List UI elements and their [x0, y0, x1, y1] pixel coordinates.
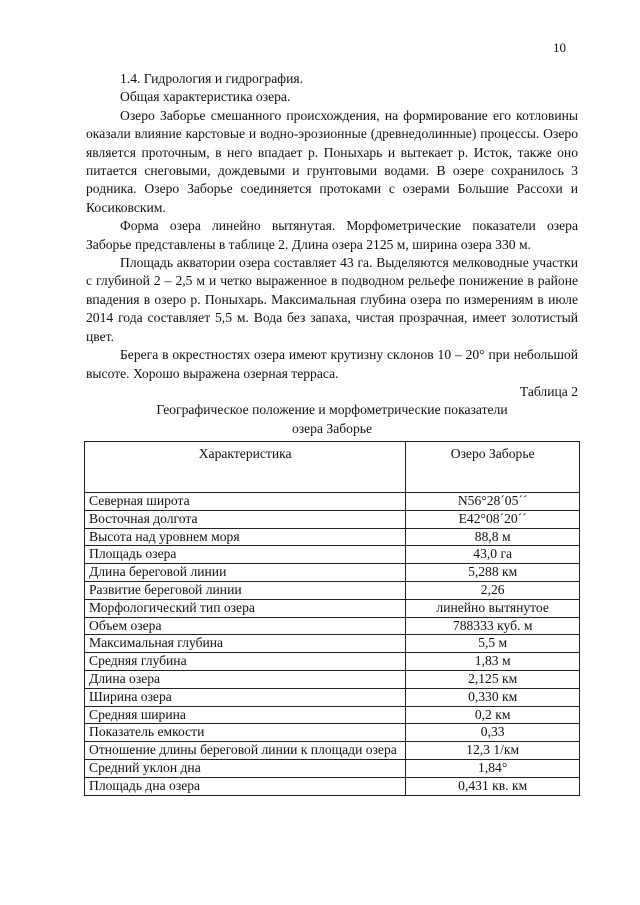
table-row	[85, 599, 580, 617]
section-title: 1.4. Гидрология и гидрография.	[120, 71, 303, 86]
table-row	[85, 564, 580, 582]
row-value: 0,330 км	[406, 688, 580, 706]
page-number: 10	[553, 40, 566, 55]
table-row	[85, 546, 580, 564]
row-value: 12,3 1/км	[406, 742, 580, 760]
column-header: Озеро Заборье	[406, 442, 580, 493]
table-row	[85, 653, 580, 671]
table-caption: Географическое положение и морфометрические показатели	[156, 402, 508, 418]
table-row	[85, 759, 580, 777]
row-label: Длина озера	[85, 670, 406, 688]
table-row	[85, 581, 580, 599]
row-label: Морфологический тип озера	[85, 599, 406, 617]
table-row	[85, 635, 580, 653]
row-value: E42°08´20´´	[406, 510, 580, 528]
row-label: Показатель емкости	[85, 724, 406, 742]
row-value: N56°28´05´´	[406, 493, 580, 511]
paragraph: Форма озера линейно вытянутая. Морфометрические показатели озера Заборье представлены в таблице 2. Длина озера 2125 м, ширина озера 330 м.	[86, 218, 578, 252]
table-row	[85, 510, 580, 528]
row-label: Длина береговой линии	[85, 564, 406, 582]
row-label: Площадь дна озера	[85, 777, 406, 795]
paragraph: Берега в окрестностях озера имеют крутизну склонов 10 – 20° при небольшой высоте. Хорошо выражена озерная терраса.	[86, 347, 578, 381]
table-row	[85, 777, 580, 795]
row-label: Ширина озера	[85, 688, 406, 706]
table-row	[85, 724, 580, 742]
table-row	[85, 670, 580, 688]
table-row	[85, 528, 580, 546]
table-row	[85, 742, 580, 760]
row-value: 5,288 км	[406, 564, 580, 582]
table-header-row	[85, 442, 580, 493]
paragraph: Площадь акватории озера составляет 43 га. Выделяются мелководные участки с глубиной 2 – 2,5 м и четко выраженное в подводном рельефе понижение в районе впадения в озеро р. Поныхарь. Максимальная глубина озера по измерениям в июле 2014 года составляет 5,5 м. Вода без запаха, чистая прозрачная, имеет золотистый цвет.	[86, 255, 578, 344]
table-row	[85, 706, 580, 724]
row-value: 788333 куб. м	[406, 617, 580, 635]
table-label: Таблица 2	[519, 383, 578, 399]
row-value: 5,5 м	[406, 635, 580, 653]
row-label: Северная широта	[85, 493, 406, 511]
row-value: 0,33	[406, 724, 580, 742]
table-row	[85, 688, 580, 706]
row-label: Восточная долгота	[85, 510, 406, 528]
row-value: 2,125 км	[406, 670, 580, 688]
row-label: Высота над уровнем моря	[85, 528, 406, 546]
row-label: Средний уклон дна	[85, 759, 406, 777]
row-label: Отношение длины береговой линии к площади озера	[85, 742, 406, 760]
row-value: 2,26	[406, 581, 580, 599]
table-row	[85, 617, 580, 635]
row-value: 0,431 кв. км	[406, 777, 580, 795]
row-value: 43,0 га	[406, 546, 580, 564]
row-label: Объем озера	[85, 617, 406, 635]
column-header: Характеристика	[85, 442, 406, 493]
row-label: Площадь озера	[85, 546, 406, 564]
subsection-title: Общая характеристика озера.	[120, 89, 291, 105]
morphometric-table	[84, 441, 580, 796]
paragraph: Озеро Заборье смешанного происхождения, на формирование его котловины оказали влияние карстовые и водно-эрозионные (древнедолинные) процессы. Озеро является проточным, в него впадает р. Поныхарь и вытекает р. Исток, также оно питается снеговыми, дождевыми и грунтовыми водами. В озере сохранилось 3 родника. Озеро Заборье соединяется протоками с озерами Большие Рассохи и Косиковским.	[86, 107, 578, 215]
body-text	[86, 70, 578, 438]
table-row	[85, 493, 580, 511]
table-caption: озера Заборье	[291, 420, 373, 436]
row-label: Развитие береговой линии	[85, 581, 406, 599]
row-value: 1,83 м	[406, 653, 580, 671]
row-value: 1,84°	[406, 759, 580, 777]
row-label: Максимальная глубина	[85, 635, 406, 653]
row-value: 88,8 м	[406, 528, 580, 546]
row-label: Средняя ширина	[85, 706, 406, 724]
row-label: Средняя глубина	[85, 653, 406, 671]
row-value: 0,2 км	[406, 706, 580, 724]
row-value: линейно вытянутое	[406, 599, 580, 617]
